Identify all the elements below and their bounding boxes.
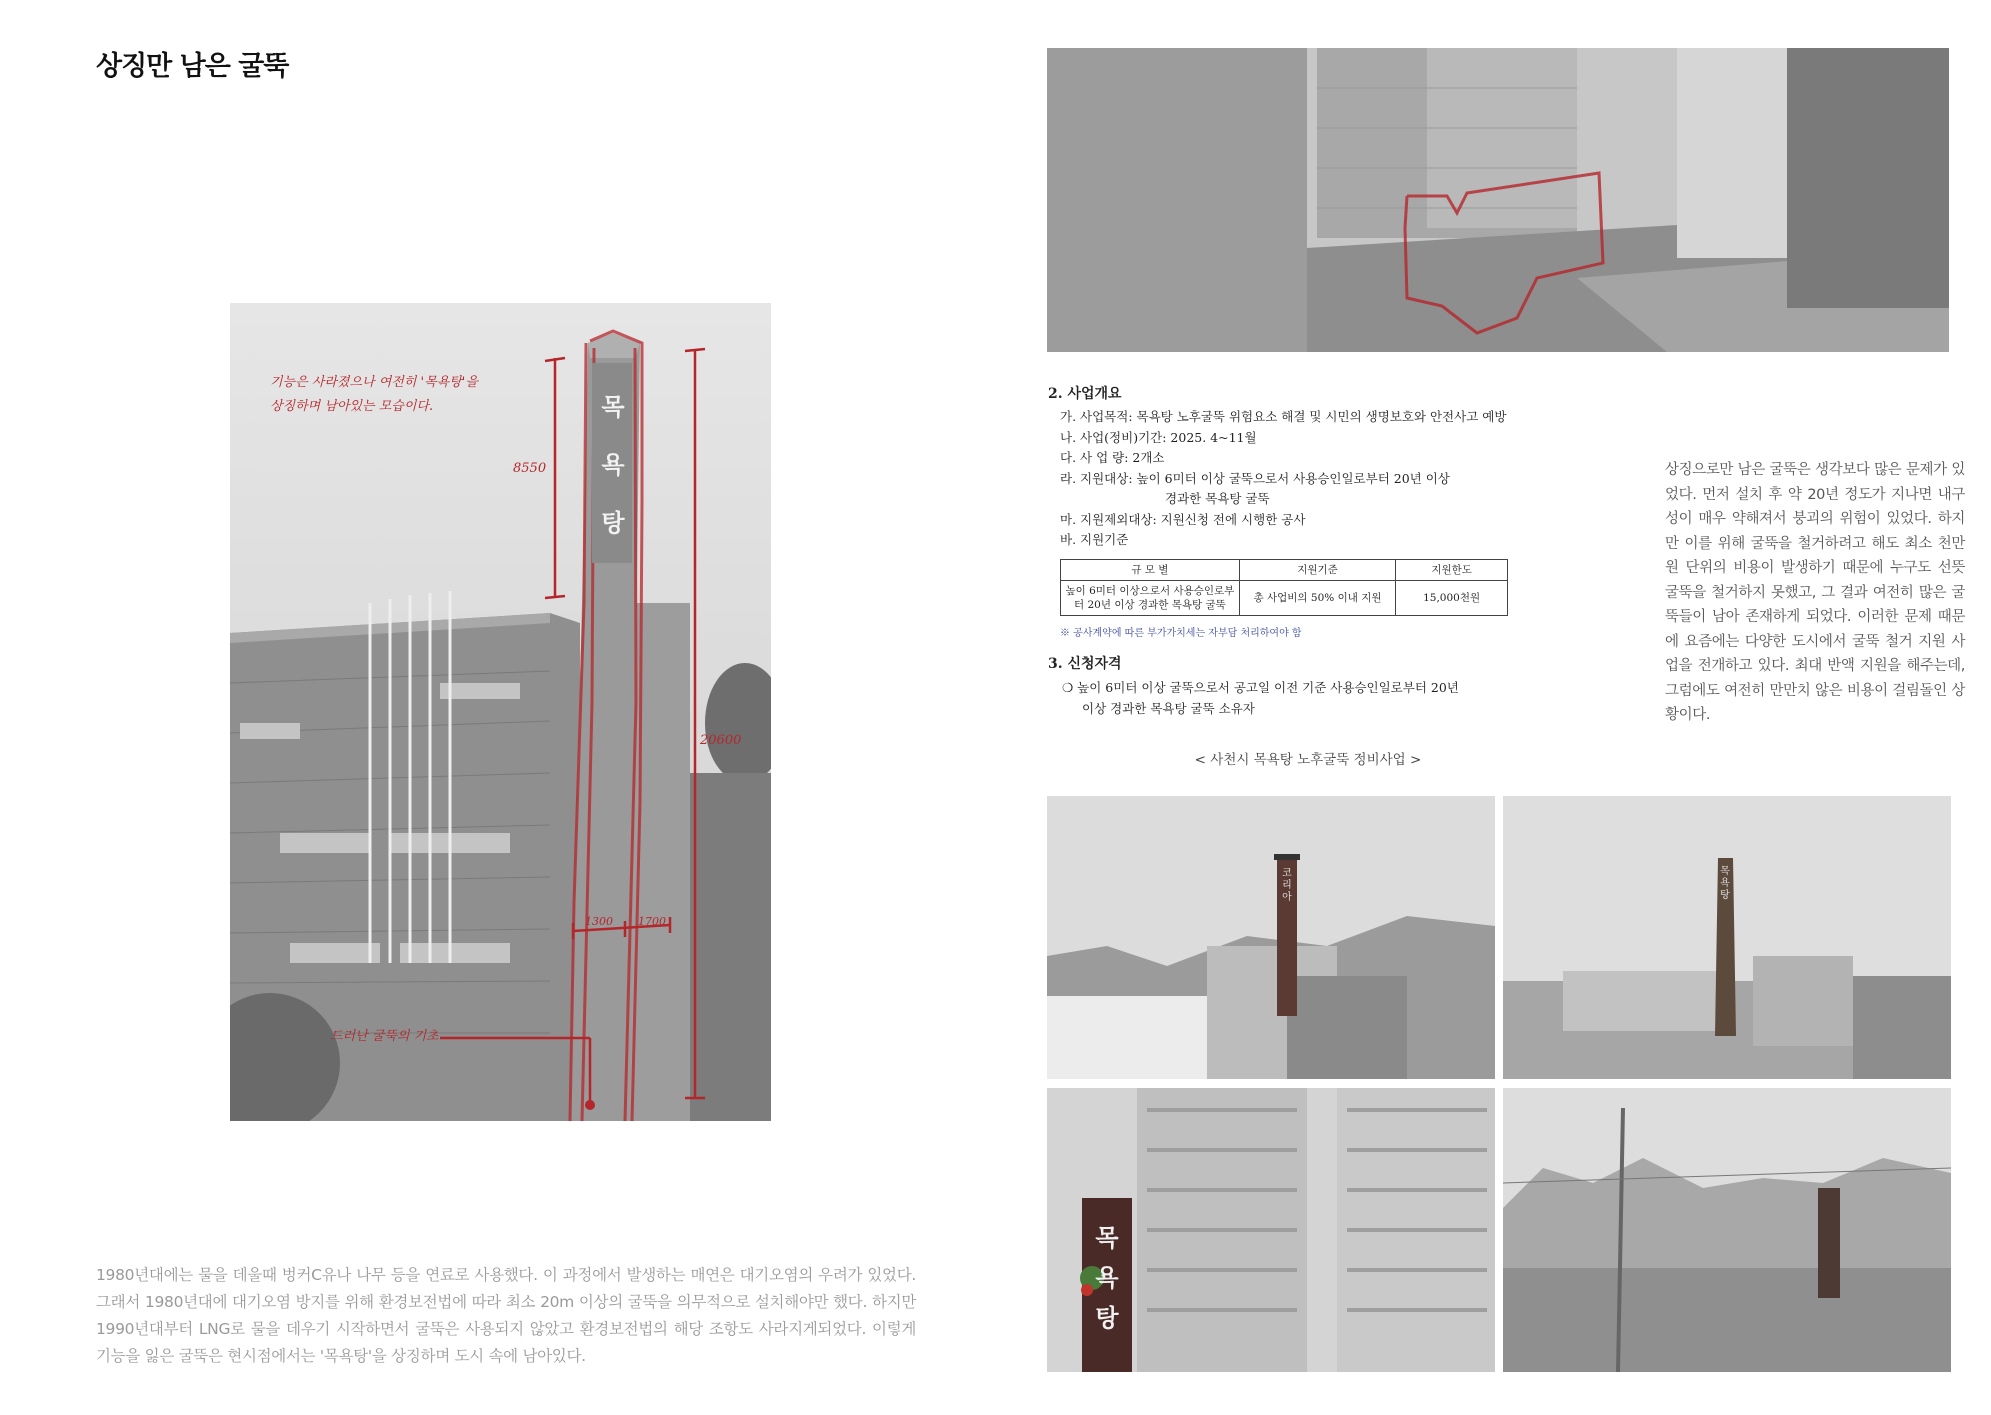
table-header: 규 모 별 xyxy=(1061,559,1240,580)
problem-paragraph: 상징으로만 남은 굴뚝은 생각보다 많은 문제가 있었다. 먼저 설치 후 약 20년 정도가 지나면 내구성이 매우 약해져서 붕괴의 위험이 있었다. 하지만 이를 위해 굴뚝을 철거하려고 해도 최소 천만원 단위의 비용이 발생하기 때문에 누구도 선뜻 굴뚝을 철거하지 못했고, 그 결과 여전히 많은 굴뚝들이 남아 존재하게 되었다. 이러한 문제 때문에 요즘에는 다양한 도시에서 굴뚝 철거 지원 사업을 전개하고 있다. 최대 반액 지원을 해주는데, 그럼에도 여전히 만만치 않은 비용이 걸림돌인 상황이다. xyxy=(1665,462,1965,723)
history-paragraph: 1980년대에는 물을 데울때 벙커C유나 나무 등을 연료로 사용했다. 이 과정에서 발생하는 매연은 대기오염의 우려가 있었다. 그래서 1980년대에 대기오염 방지를 위해 환경보전법에 따라 최소 20m 이상의 굴뚝을 의무적으로 설치해야만 했다. 하지만 1990년대부터 LNG로 물을 데우기 시작하면서 굴뚝은 사용되지 않았고 환경보전법의 해당 조항도 사라지게되었다. 이렇게 기능을 잃은 굴뚝은 현시점에서는 '목욕탕'을 상징하며 도시 속에 남아있다. xyxy=(96,1266,916,1365)
city-photo-1-drawing xyxy=(1047,796,1495,1079)
overview-item: 가. 사업목적: 목욕탕 노후굴뚝 위험요소 해결 및 시민의 생명보호와 안전사고 예방 xyxy=(1060,409,1507,424)
chimney-sign: 코리아 xyxy=(1282,868,1292,903)
overview-item: 경과한 목욕탕 굴뚝 xyxy=(1165,491,1270,506)
sign-char: 욕 xyxy=(601,451,625,479)
base-marker xyxy=(585,1100,595,1110)
table-cell: 총 사업비의 50% 이내 지원 xyxy=(1239,580,1395,615)
chimney-base-drawing xyxy=(1047,48,1949,352)
support-table xyxy=(1060,559,1508,616)
city-chimney-photo-2 xyxy=(1503,796,1951,1079)
sign-char: 탕 xyxy=(601,509,625,537)
dim-total-label: 20600 xyxy=(700,733,742,748)
note-line-1: 기능은 사라졌으나 여전히 '목욕탕'을 xyxy=(270,375,478,390)
city-chimney-photo-4 xyxy=(1503,1088,1951,1372)
chimney-sign xyxy=(1087,1218,1127,1338)
base-label: 드러난 굴뚝의 기초 xyxy=(330,1029,439,1044)
city-photo-4-drawing xyxy=(1503,1088,1951,1372)
overview-item: 마. 지원제외대상: 지원신청 전에 시행한 공사 xyxy=(1060,511,1306,527)
section2-title: 2. 사업개요 xyxy=(1048,386,1122,402)
chimney-sign: 목욕탕 xyxy=(1720,866,1730,901)
sign-char: 욕 xyxy=(1095,1264,1119,1292)
chimney-base-photo xyxy=(1047,48,1949,352)
overview-item: 다. 사 업 량: 2개소 xyxy=(1060,450,1165,465)
eligibility-line: ❍ 높이 6미터 이상 굴뚝으로서 공고일 이전 기준 사용승인일로부터 20년 xyxy=(1062,679,1459,695)
vat-note: ※ 공사계약에 따른 부가가치세는 자부담 처리하여야 함 xyxy=(1060,627,1302,639)
page-title: 상징만 남은 굴뚝 xyxy=(96,51,289,82)
city-chimney-photo-3 xyxy=(1047,1088,1495,1372)
sign-char: 목 xyxy=(1095,1224,1119,1252)
table-header: 지원한도 xyxy=(1396,559,1508,580)
city-photo-2-drawing xyxy=(1503,796,1951,1079)
chimney-photo xyxy=(230,303,771,1121)
dim-width-left-label: 1300 xyxy=(585,915,613,928)
eligibility-line: 이상 경과한 목욕탕 굴뚝 소유자 xyxy=(1082,700,1255,716)
chimney-sign xyxy=(597,378,629,552)
overview-item: 라. 지원대상: 높이 6미터 이상 굴뚝으로서 사용승인일로부터 20년 이상 xyxy=(1060,470,1450,486)
note-line-2: 상징하며 남아있는 모습이다. xyxy=(270,399,434,414)
dim-width-right-label: 1700 xyxy=(638,915,666,928)
table-cell: 높이 6미터 이상으로서 사용승인로부터 20년 이상 경과한 목욕탕 굴뚝 xyxy=(1061,580,1240,615)
table-header: 지원기준 xyxy=(1239,559,1395,580)
program-document xyxy=(1048,383,1568,719)
city-chimney-photo-1 xyxy=(1047,796,1495,1079)
sign-char: 탕 xyxy=(1095,1304,1119,1332)
chimney-drawing xyxy=(230,303,771,1121)
overview-item: 나. 사업(정비)기간: 2025. 4~11월 xyxy=(1060,429,1257,445)
overview-item: 바. 지원기준 xyxy=(1060,532,1129,547)
section3-title: 3. 신청자격 xyxy=(1048,655,1122,672)
dim-upper-label: 8550 xyxy=(513,461,547,476)
sign-char: 목 xyxy=(601,393,625,421)
table-cell: 15,000천원 xyxy=(1396,580,1508,615)
document-caption: < 사천시 목욕탕 노후굴뚝 정비사업 > xyxy=(1194,752,1422,768)
